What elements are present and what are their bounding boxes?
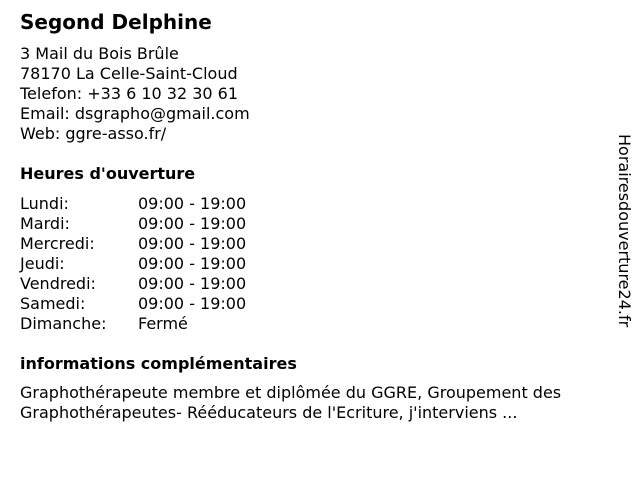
day-hours: 09:00 - 19:00 — [138, 294, 247, 313]
day-label: Mardi: — [20, 214, 70, 233]
info-line: Graphothérapeutes- Rééducateurs de l'Ecriture, j'interviens ... — [20, 403, 518, 422]
hours-row-tuesday — [20, 214, 246, 234]
day-hours: 09:00 - 19:00 — [138, 234, 247, 253]
day-label: Dimanche: — [20, 314, 107, 333]
day-label: Vendredi: — [20, 274, 96, 293]
email-line: Email: dsgrapho@gmail.com — [20, 104, 250, 123]
address-city: 78170 La Celle-Saint-Cloud — [20, 64, 238, 83]
day-hours: Fermé — [138, 314, 188, 333]
contact-block — [20, 44, 250, 144]
day-label: Lundi: — [20, 194, 69, 213]
web-line: Web: ggre-asso.fr/ — [20, 124, 167, 143]
hours-row-monday — [20, 194, 246, 214]
info-description — [20, 383, 620, 423]
info-heading: informations complémentaires — [20, 354, 297, 373]
hours-row-thursday — [20, 254, 246, 274]
day-hours: 09:00 - 19:00 — [138, 254, 247, 273]
business-name: Segond Delphine — [20, 10, 212, 34]
hours-row-saturday — [20, 294, 246, 314]
hours-heading: Heures d'ouverture — [20, 164, 196, 183]
address-street: 3 Mail du Bois Brûle — [20, 44, 179, 63]
hours-row-sunday — [20, 314, 246, 334]
day-label: Mercredi: — [20, 234, 95, 253]
day-label: Samedi: — [20, 294, 86, 313]
day-label: Jeudi: — [20, 254, 65, 273]
hours-row-wednesday — [20, 234, 246, 254]
site-watermark: Horairesdouverture24.fr — [615, 134, 634, 328]
day-hours: 09:00 - 19:00 — [138, 214, 247, 233]
info-line: Graphothérapeute membre et diplômée du GGRE, Groupement des — [20, 383, 562, 402]
day-hours: 09:00 - 19:00 — [138, 274, 247, 293]
phone-line: Telefon: +33 6 10 32 30 61 — [20, 84, 239, 103]
hours-row-friday — [20, 274, 246, 294]
hours-table — [20, 194, 246, 334]
day-hours: 09:00 - 19:00 — [138, 194, 247, 213]
